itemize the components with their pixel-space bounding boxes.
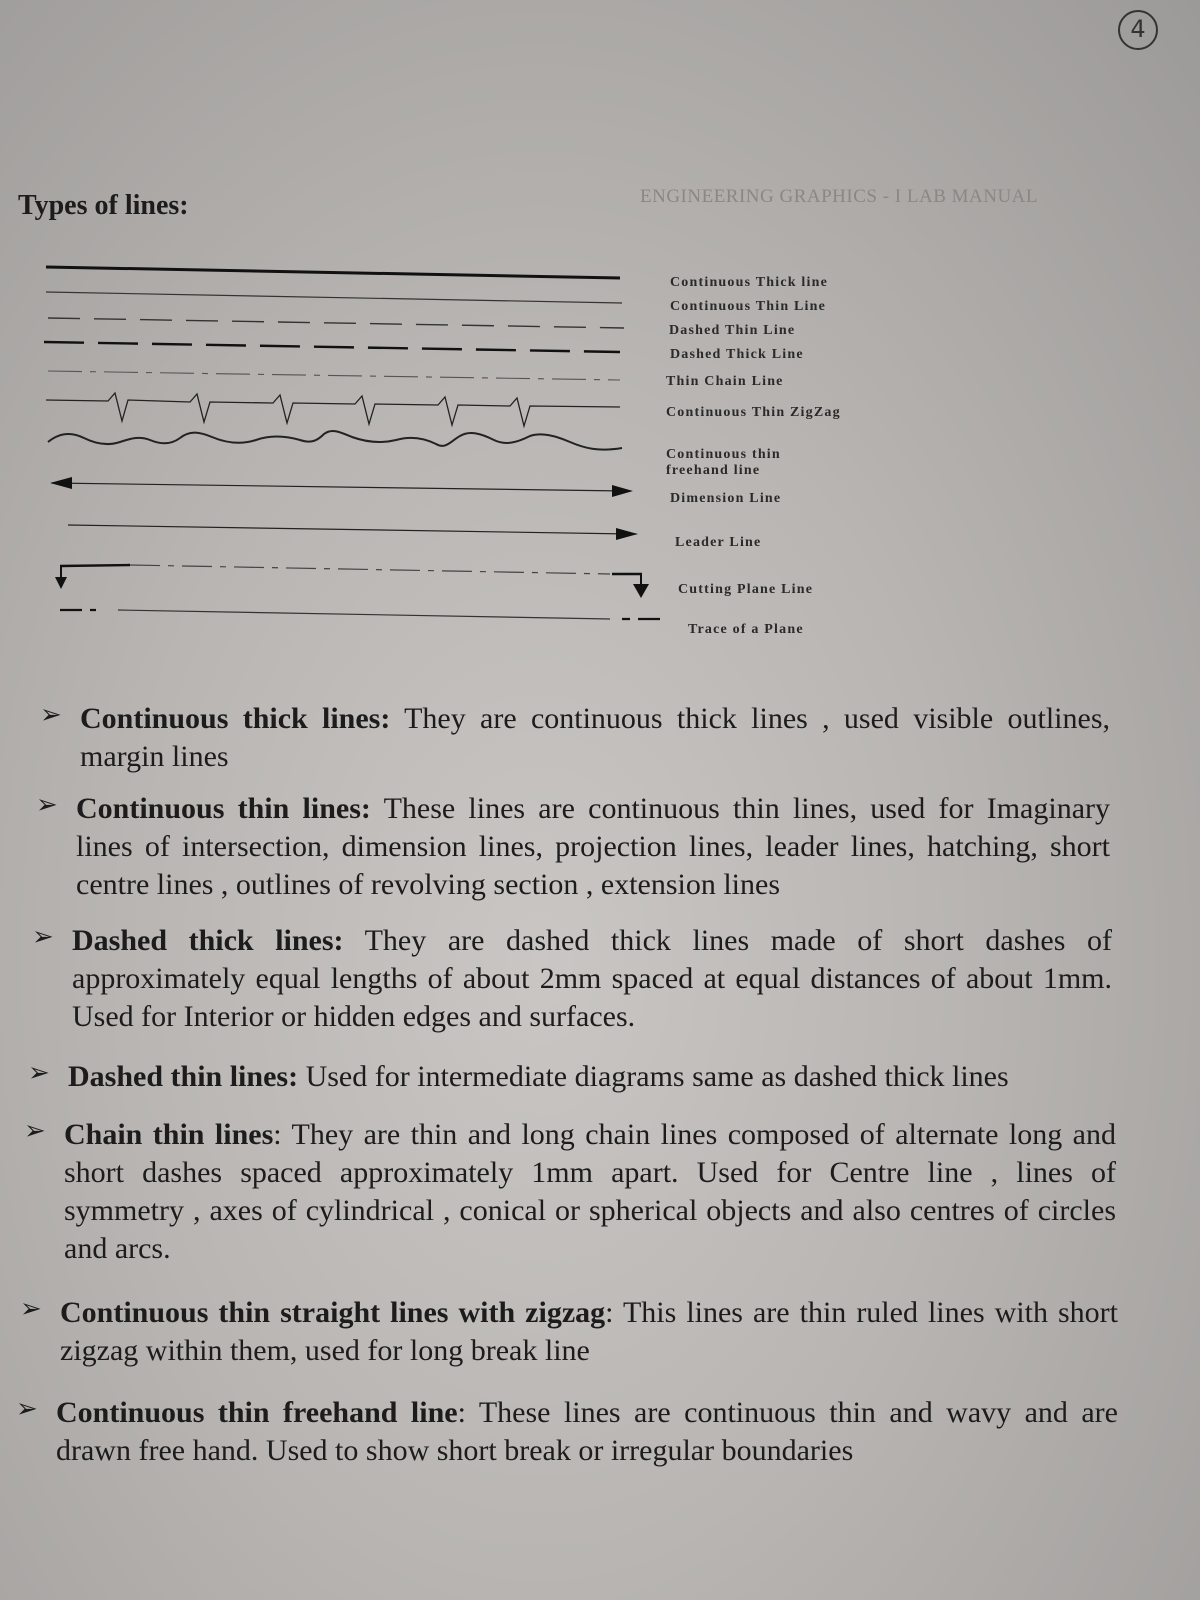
description-text: These lines are continuous thin lines, used for Imaginary lines of intersection, dimension lines, projection lines, leader lines, hatching, short centre lines , outlines of revolving section , extension lines [76,792,1110,901]
trace-of-plane-line-sample [118,610,610,619]
cutting-plane-arrow-left-icon [55,577,67,589]
leader-line-sample [68,525,630,534]
dimension-line-sample [52,483,625,491]
arrow-bullet-icon: ➢ [28,1058,50,1088]
thin-chain-line-sample [48,371,620,380]
description-item [80,700,1110,776]
arrow-bullet-icon: ➢ [32,922,54,952]
label-dimension: Dimension Line [670,491,782,506]
description-text: : This lines are thin ruled lines with short zigzag within them, used for long break line [60,1296,1118,1367]
cutting-plane-end-left [60,565,130,566]
line-types-diagram [0,240,660,640]
description-term: Continuous thin lines: [76,792,371,825]
description-text: Used for intermediate diagrams same as dashed thick lines [298,1060,1009,1093]
description-term: Dashed thin lines: [68,1060,299,1093]
description-term: Continuous thin straight lines with zigzag [60,1296,606,1329]
label-continuous-thick: Continuous Thick line [670,275,828,290]
description-item [72,922,1112,1036]
label-zigzag: Continuous Thin ZigZag [666,405,841,420]
continuous-thin-line-sample [46,292,622,303]
label-cutting-plane: Cutting Plane Line [678,582,814,597]
dimension-arrow-left-icon [50,477,72,489]
arrow-bullet-icon: ➢ [24,1116,46,1146]
description-item [76,790,1110,904]
section-title: Types of lines: [18,190,189,221]
description-item [56,1394,1118,1470]
description-term: Dashed thick lines: [72,924,344,957]
description-text: : They are thin and long chain lines composed of alternate long and short dashes spaced approximately 1mm apart. Used for Centre line , lines of symmetry , axes of cylindrical , conical or spherical objects and also centres of circles and arcs. [64,1118,1116,1265]
description-term: Continuous thin freehand line [56,1396,458,1429]
arrow-bullet-icon: ➢ [40,700,62,730]
manual-header: ENGINEERING GRAPHICS - I LAB MANUAL [640,186,1039,207]
label-leader: Leader Line [675,535,762,550]
description-text: : These lines are continuous thin and wavy and are drawn free hand. Used to show short break or irregular boundaries [56,1396,1118,1467]
arrow-bullet-icon: ➢ [16,1394,38,1424]
zigzag-line-sample [46,393,620,426]
leader-arrow-icon [616,528,638,540]
label-dashed-thick: Dashed Thick Line [670,347,804,362]
description-item [68,1058,1112,1096]
label-thin-chain: Thin Chain Line [666,374,784,389]
description-item [64,1116,1116,1268]
label-freehand: Continuous thin freehand line [666,447,781,478]
dashed-thin-line-sample [48,318,624,328]
arrow-bullet-icon: ➢ [20,1294,42,1324]
arrow-bullet-icon: ➢ [36,790,58,820]
description-text: They are continuous thick lines , used visible outlines, margin lines [80,702,1110,773]
page-number: 4 [1118,10,1158,50]
cutting-plane-arrow-right-icon [633,584,649,598]
description-term: Continuous thick lines: [80,702,391,735]
description-term: Chain thin lines [64,1118,274,1151]
freehand-line-sample [48,431,622,450]
label-trace-plane: Trace of a Plane [688,622,804,637]
dimension-arrow-right-icon [612,485,633,497]
label-continuous-thin: Continuous Thin Line [670,299,827,314]
description-item [60,1294,1118,1370]
continuous-thick-line-sample [46,267,620,278]
cutting-plane-line-sample [130,565,610,574]
label-dashed-thin: Dashed Thin Line [669,323,796,338]
description-text: They are dashed thick lines made of short dashes of approximately equal lengths of about 2mm spaced at equal distances of about 1mm. Used for Interior or hidden edges and surfaces. [72,924,1112,1033]
dashed-thick-line-sample [44,342,620,352]
